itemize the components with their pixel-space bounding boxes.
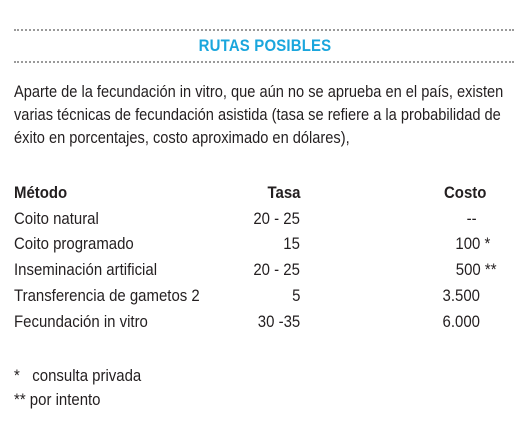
intro-paragraph [14, 80, 513, 149]
cell-metodo: Coito natural [14, 209, 99, 228]
section-title: RUTAS POSIBLES [198, 36, 332, 55]
cell-tasa: 20 - 25 [253, 260, 300, 279]
table-row [0, 258, 530, 282]
cell-costo: -- [466, 209, 477, 228]
cell-metodo: Fecundación in vitro [14, 312, 148, 331]
cell-costo: 100 * [455, 234, 491, 253]
table-row [0, 284, 530, 308]
intro-line: éxito en porcentajes, costo aproximado en dólares), [14, 128, 350, 147]
cell-tasa: 15 [283, 234, 300, 253]
table-row [0, 207, 530, 231]
footnote: * consulta privada [14, 366, 142, 385]
header-metodo: Método [14, 183, 68, 202]
cell-tasa: 5 [291, 286, 300, 305]
title-dotted-divider [14, 61, 514, 63]
cell-tasa: 30 -35 [257, 312, 300, 331]
top-dotted-divider [14, 29, 514, 31]
intro-line: varias técnicas de fecundación asistida (tasa se refiere a la probabilidad de [14, 105, 501, 124]
footnotes [14, 364, 141, 412]
header-tasa: Tasa [267, 183, 300, 202]
cell-metodo: Coito programado [14, 234, 134, 253]
cell-costo: 500 ** [455, 260, 497, 279]
cell-metodo: Transferencia de gametos 2 [14, 286, 200, 305]
header-costo: Costo [444, 183, 487, 202]
cell-costo: 3.500 [442, 286, 480, 305]
table-header [0, 181, 530, 205]
cell-costo: 6.000 [442, 312, 480, 331]
cell-metodo: Inseminación artificial [14, 260, 158, 279]
footnote: ** por intento [14, 390, 101, 409]
table-row [0, 232, 530, 256]
cell-tasa: 20 - 25 [253, 209, 300, 228]
table-row [0, 310, 530, 334]
intro-line: Aparte de la fecundación in vitro, que aún no se aprueba en el país, existen [14, 82, 504, 101]
